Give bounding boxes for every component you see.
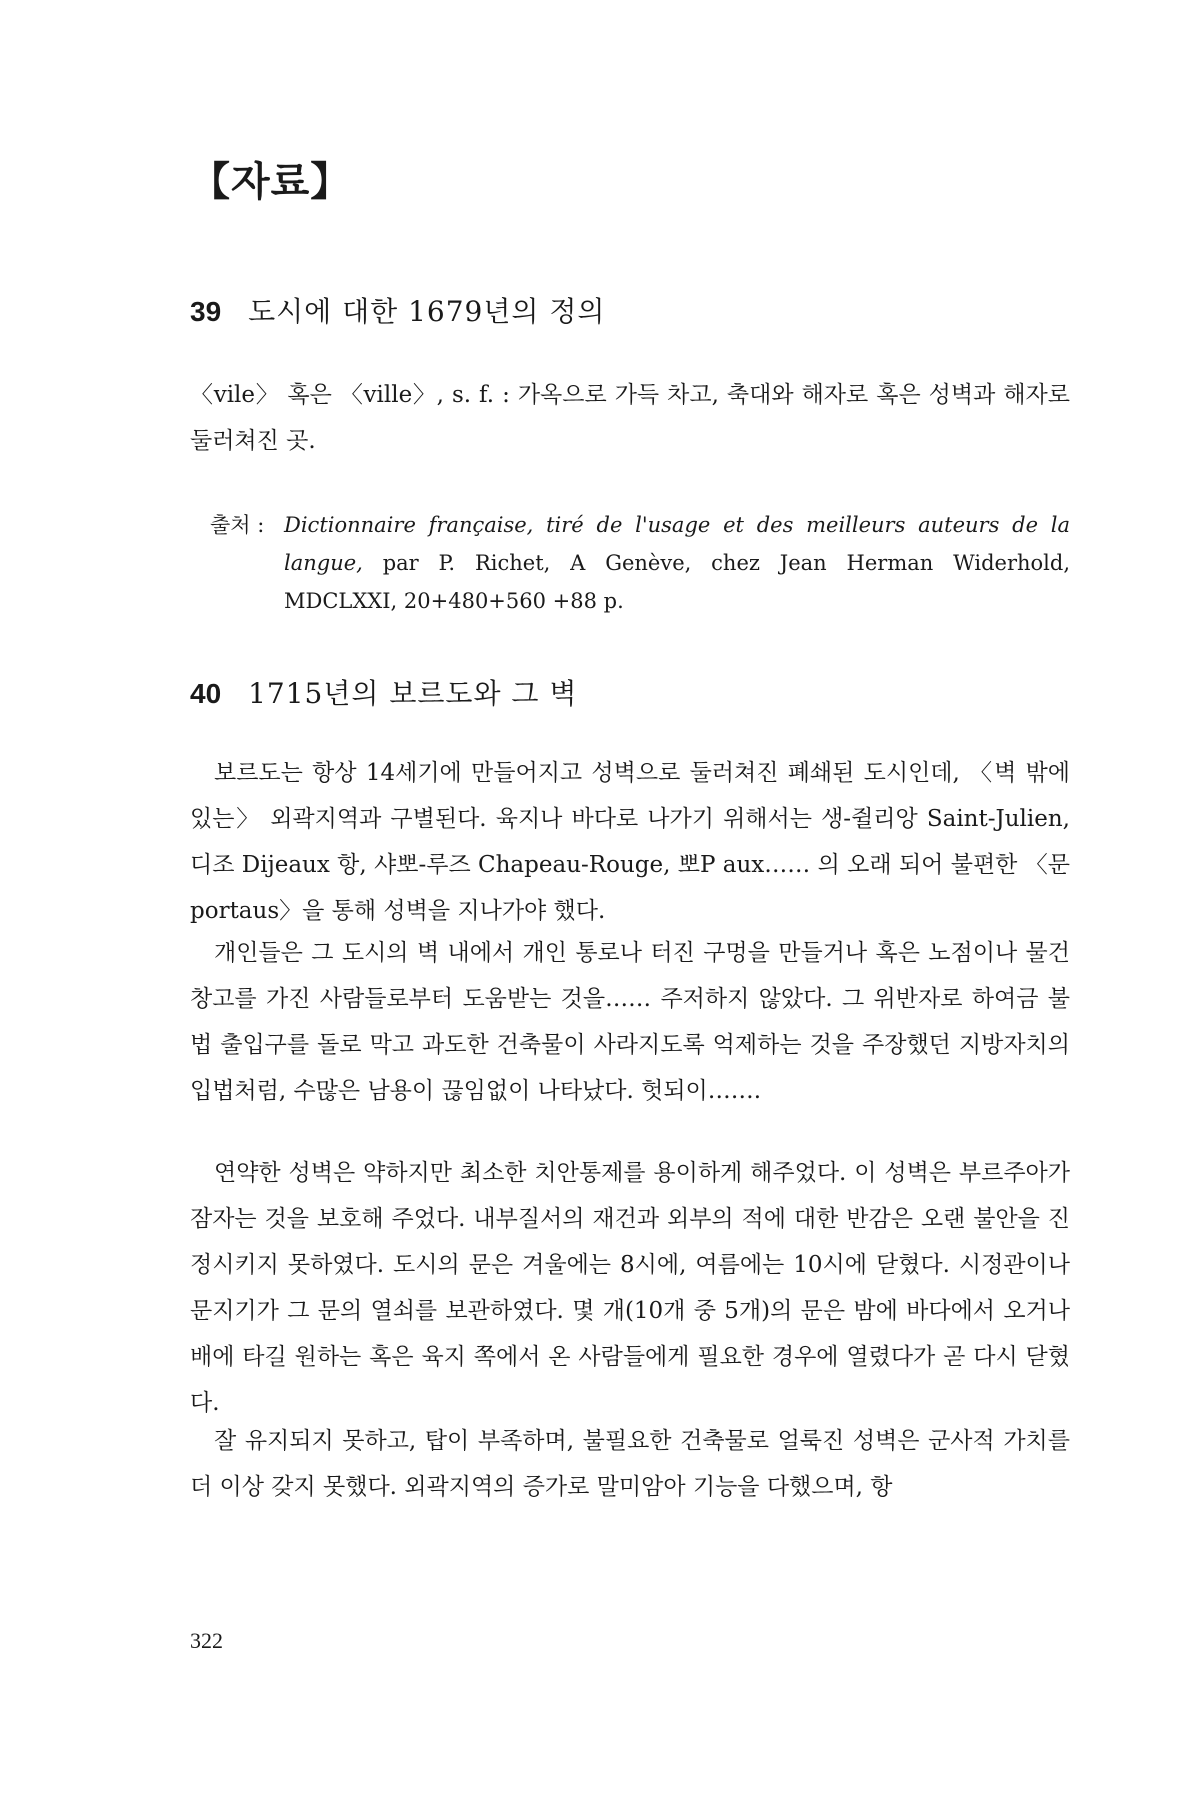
item-40-title: 1715년의 보르도와 그 벽	[248, 677, 578, 710]
item-40-paragraph-3: 연약한 성벽은 약하지만 최소한 치안통제를 용이하게 해주었다. 이 성벽은 부르주아가 잠자는 것을 보호해 주었다. 내부질서의 재건과 외부의 적에 대한 반감은 오랜 불안을 진정시키지 못하였다. 도시의 문은 겨울에는 8시에, 여름에는 10시에 닫혔다. 시정관이나 문지기가 그 문의 열쇠를 보관하였다. 몇 개(10개 중 5개)의 문은 밤에 바다에서 오거나 배에 타길 원하는 혹은 육지 쪽에서 온 사람들에게 필요한 경우에 열렸다가 곧 다시 닫혔다.	[190, 1160, 1070, 1416]
item-39-title: 도시에 대한 1679년의 정의	[248, 295, 606, 328]
source-publication-details: par P. Richet, A Genève, chez Jean Herman Widerhold, MDCLXXI, 20+480+560 +88 p.	[284, 551, 1070, 613]
item-39-heading	[190, 290, 605, 330]
item-40-heading	[190, 672, 577, 712]
source-body	[284, 506, 1070, 620]
item-39-number: 39	[190, 296, 222, 327]
item-39-paragraph: 〈vile〉 혹은 〈ville〉, s. f. : 가옥으로 가득 차고, 축대와 해자로 혹은 성벽과 해자로 둘러쳐진 곳.	[190, 382, 1070, 454]
item-40-paragraph-1: 보르도는 항상 14세기에 만들어지고 성벽으로 둘러쳐진 폐쇄된 도시인데, 〈벽 밖에 있는〉 외곽지역과 구별된다. 육지나 바다로 나가기 위해서는 생-쥘리앙 Saint-Julien, 디조 Dijeaux 항, 샤뽀-루즈 Chapeau-Rouge, 뽀P aux…… 의 오래 되어 불편한 〈문 portaus〉을 통해 성벽을 지나가야 했다.	[190, 760, 1070, 924]
source-label: 출처 :	[210, 513, 265, 537]
item-40-number: 40	[190, 678, 222, 709]
source-title-italic: Dictionnaire française, tiré de l'usage et des meilleurs auteurs de la langue,	[284, 513, 1070, 575]
item-39-source	[210, 506, 1070, 620]
section-title: 【자료】	[190, 158, 352, 205]
item-40-paragraph-4: 잘 유지되지 못하고, 탑이 부족하며, 불필요한 건축물로 얼룩진 성벽은 군사적 가치를 더 이상 갖지 못했다. 외곽지역의 증가로 말미암아 기능을 다했으며, 항	[190, 1428, 1070, 1500]
item-40-paragraph-2: 개인들은 그 도시의 벽 내에서 개인 통로나 터진 구멍을 만들거나 혹은 노점이나 물건창고를 가진 사람들로부터 도움받는 것을…… 주저하지 않았다. 그 위반자로 하여금 불법 출입구를 돌로 막고 과도한 건축물이 사라지도록 억제하는 것을 주장했던 지방자치의 입법처럼, 수많은 남용이 끊임없이 나타났다. 헛되이…….	[190, 940, 1070, 1104]
page-number: 322	[190, 1628, 223, 1653]
